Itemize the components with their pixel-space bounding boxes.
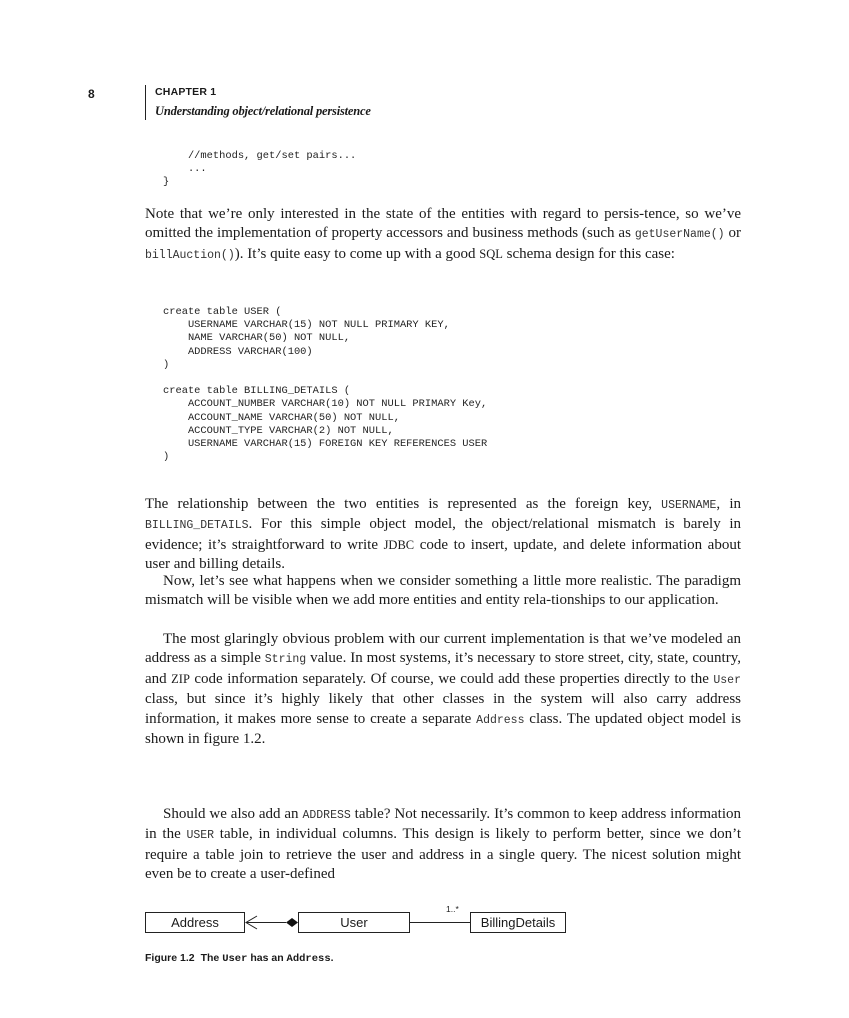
inline-code: BILLING_DETAILS bbox=[145, 519, 249, 533]
multiplicity-label: 1..* bbox=[446, 904, 459, 914]
figure-caption: Figure 1.2 The User has an Address. bbox=[145, 952, 334, 965]
chapter-title: Understanding object/relational persistence bbox=[155, 104, 371, 118]
inline-code: USERNAME bbox=[661, 499, 717, 512]
code-block-sql-schema: create table USER ( USERNAME VARCHAR(15) NOT NULL PRIMARY KEY, NAME VARCHAR(50) NOT NULL, ADDRESS VARCHAR(100) ) create table BILLING_DETAILS ( ACCOUNT_NUMBER VARCHAR(10) NOT NULL PRIMARY Key, ACCOUNT_NAME VARCHAR(50) NOT NULL, ACCOUNT_TYPE VARCHAR(2) NOT NULL, USERNAME VARCHAR(15) FOREIGN KEY REFERENCES USER ) bbox=[163, 306, 488, 464]
inline-code: billAuction() bbox=[145, 248, 235, 262]
chapter-label: CHAPTER 1 bbox=[155, 86, 217, 98]
page-number: 8 bbox=[88, 87, 95, 101]
inline-code: String bbox=[264, 653, 307, 667]
inline-code: getUserName() bbox=[634, 228, 725, 242]
paragraph-5: Should we also add an ADDRESS table? Not necessarily. It’s common to keep address information in the USER table, in individual columns. This design is likely to perform better, since we don’t require a table join to retrieve the user and address in a single query. The nicest solution might even be to create a user-defined bbox=[145, 806, 742, 883]
paragraph-4: The most glaringly obvious problem with our current implementation is that we’ve modeled an address as a simple String value. In most systems, it’s necessary to store street, city, state, country, and ZIP code information separately. Of course, we could add these properties directly to the User class, but since it’s highly likely that other classes in the system will also carry address information, it makes more sense to create a separate Address class. The updated object model is shown in figure 1.2. bbox=[145, 631, 741, 748]
inline-code: ADDRESS bbox=[302, 809, 351, 822]
inline-code: User bbox=[713, 673, 741, 687]
uml-class-user: User bbox=[298, 912, 410, 933]
uml-class-address: Address bbox=[145, 912, 245, 933]
inline-code: USER bbox=[186, 829, 215, 843]
uml-class-billingdetails: BillingDetails bbox=[470, 912, 566, 933]
composition-diamond bbox=[286, 918, 298, 927]
code-block-methods: //methods, get/set pairs... ... } bbox=[163, 150, 357, 189]
paragraph-3: Now, let’s see what happens when we consider something a little more realistic. The paradigm mismatch will be visible when we add more entities and entity rela-tionships to our application. bbox=[145, 573, 741, 609]
paragraph-1: Note that we’re only interested in the state of the entities with regard to persis-tence, so we’ve omitted the implementation of property accessors and business methods (such as getUserName() or billAuction()). It’s quite easy to come up with a good SQL schema design for this case: bbox=[145, 206, 741, 262]
paragraph-2: The relationship between the two entities is represented as the foreign key, USERNAME, in BILLING_DETAILS. For this simple object model, the object/relational mismatch is barely in evidence; it’s straightforward to write JDBC code to insert, update, and delete information about user and billing details. bbox=[145, 496, 742, 573]
inline-code: Address bbox=[476, 713, 525, 727]
